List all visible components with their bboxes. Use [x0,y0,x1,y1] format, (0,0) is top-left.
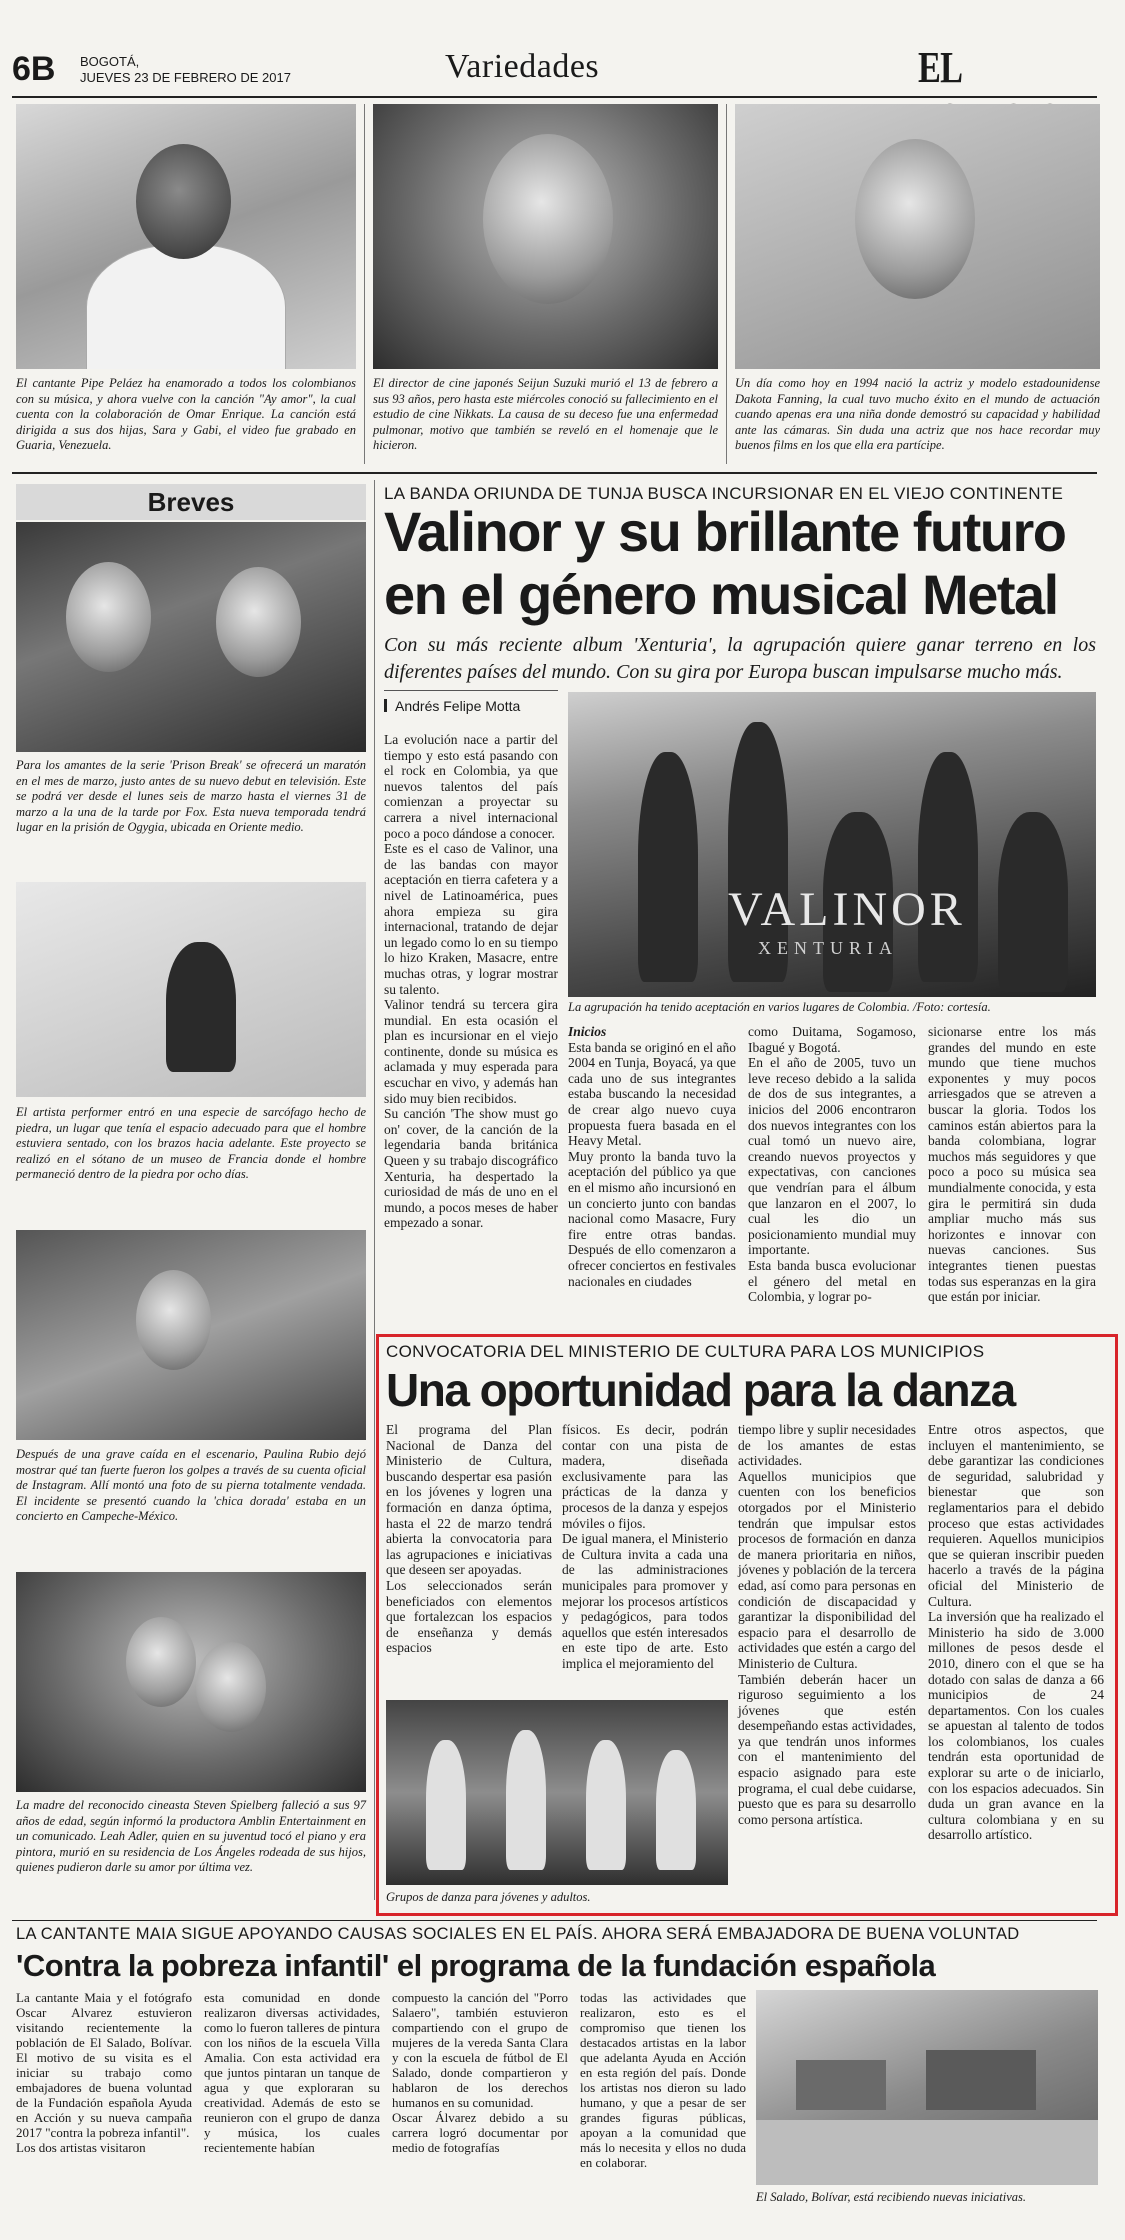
valinor-logo: VALINOR [728,883,966,936]
valinor-byline-name: Andrés Felipe Motta [395,698,521,714]
photo-figure [638,752,698,982]
column-divider [364,104,365,464]
photo-figure [426,1740,466,1870]
breves-title: Breves [16,484,366,520]
dateline-city: BOGOTÁ, [80,54,140,69]
photo-paulina-rubio [16,1230,366,1440]
caption-paulina-rubio: Después de una grave caída en el escenario, Paulina Rubio dejó mostrar qué tan fuerte fueron los golpes a través de su cuenta oficial de Instagram. Allí montó una foto de su pierna totalmente vendada. El incidente se presentó cuando la 'chica dorada' estaba en un concierto en Campeche-México. [16,1447,366,1523]
photo-pipe-pelaez [16,104,356,369]
byline-marker [384,699,387,712]
valinor-deck: Con su más reciente album 'Xenturia', la agrupación quiere ganar terreno en los diferentes países del mundo. Con su gira por Europa buscan impulsarse mucho más. [384,634,1096,683]
danza-kicker: CONVOCATORIA DEL MINISTERIO DE CULTURA PARA LOS MUNICIPIOS [386,1342,985,1361]
valinor-logo-sub: XENTURIA [758,938,898,958]
caption-valinor-band: La agrupación ha tenido aceptación en varios lugares de Colombia. /Foto: cortesía. [568,1000,991,1014]
masthead-logo: EL [918,43,961,92]
maia-body-col4: todas las actividades que realizaron, esto es el compromiso que tienen los destacados artistas en la labor que adelanta Ayuda en Acción en esta región del país. Donde los artistas nos dieron su lado humano, y que a pesar de ser grandes figuras públicas, apoyan a la comunidad que más lo necesita y ellos no duda en colaborar. [580,1990,746,2170]
photo-face [136,144,231,259]
header-rule [12,96,1097,98]
danza-body-col1: El programa del Plan Nacional de Danza del Ministerio de Cultura, buscando despertar esa pasión en los jóvenes y logren una formación en danza óptima, hasta el 22 de marzo tendrá abierta la convocatoria para las agrupaciones e iniciativas que deseen ser apoyadas. Los seleccionados serán beneficiados con elementos que fortalezcan los espacios de enseñanza y demás espacios [386,1422,552,1656]
section-title: Variedades [445,48,600,85]
valinor-kicker: LA BANDA ORIUNDA DE TUNJA BUSCA INCURSIONAR EN EL VIEJO CONTINENTE [384,484,1064,503]
danza-body-col2: físicos. Es decir, podrán contar con una pista de madera, diseñada exclusivamente para las prácticas de la danza y procesos de la danza y espejos móviles o fijos. De igual manera, el Ministerio de Cultura invita a cada una de las administraciones municipales para promover y mejorar los procesos artísticos y pedagógicos, para todos aquellos que estén interesados en este tipo de arte. Esto implica el mejoramiento del [562,1422,728,1671]
dateline [80,54,291,86]
maia-body-col1: La cantante Maia y el fotógrafo Oscar Alvarez estuvieron visitando recientemente la población de El Salado, Bolívar. El motivo de su visita es el iniciar su trabajo como embajadores de buena voluntad de la Fundación española Ayuda en Acción y su nueva campaña 2017 "contra la pobreza infantil". Los dos artistas visitaron [16,1990,192,2155]
photo-figure [656,1750,696,1870]
dateline-date: JUEVES 23 DE FEBRERO DE 2017 [80,70,291,85]
valinor-headline-line1: Valinor y su brillante futuro [384,500,1066,563]
photo-house [926,2050,1036,2110]
caption-prison-break: Para los amantes de la serie 'Prison Break' se ofrecerá un maratón en el mes de marzo, justo antes de su nuevo debut en televisión. Este se podrá ver desde el lunes seis de marzo hasta el viernes 31 de marzo a la una de la tarde por Fox. Esta nueva temporada tendrá lugar en la prisión de Ogygia, ubicada en Oriente medio. [16,758,366,834]
photo-face [196,1642,266,1732]
photo-face [483,134,613,304]
photo-figure [998,812,1068,992]
maia-body-col2: esta comunidad en donde realizaron diversas actividades, como lo fueron talleres de pintura con los niños de la escuela Villa Amalia. Con esta actividad era que juntos pintaran un tanque de agua y que exploraran su creatividad. Además de esto se reunieron con el grupo de danza y música, los cuales recientemente habían [204,1990,380,2155]
caption-dancers: Grupos de danza para jóvenes y adultos. [386,1890,591,1904]
valinor-subhead-inicios: Inicios [568,1024,607,1039]
column-divider [726,104,727,464]
photo-figure [586,1740,626,1870]
maia-headline: 'Contra la pobreza infantil' el programa de la fundación española [16,1948,936,1983]
caption-sarcophagus-artist: El artista performer entró en una especie de sarcófago hecho de piedra, un lugar que tenía el espacio adecuado para que el hombre estuviera sentado, con los brazos hacia adelante. Este proyecto se realizó en el sótano de un museo de Francia donde el hombre permaneció dentro de la piedra por ocho días. [16,1105,366,1181]
photo-figure-shirt [86,244,286,369]
photo-sarcophagus-artist [16,882,366,1097]
caption-leah-adler: La madre del reconocido cineasta Steven Spielberg falleció a sus 97 años de edad, según informó la productora Amblin Entertainment en un comunicado. Leah Adler, quien en su juventud tocó el piano y era pintora, murió en su residencia de Los Ángeles rodeada de sus hijos, quienes pudieron darle su amor por última vez. [16,1798,366,1874]
valinor-byline [384,698,520,714]
photo-face [136,1270,211,1370]
valinor-headline-line2: en el género musical Metal [384,563,1058,626]
page-number: 6B [12,50,56,88]
photo-prison-break [16,522,366,752]
danza-body-col4: Entre otros aspectos, que incluyen el mantenimiento, se debe garantizar las condiciones de seguridad, salubridad y bienestar que son reglamentarios para el debido proceso que estas actividades requieren. Aquellos municipios que se quieran inscribir pueden hacerlo a través de la página oficial del Ministerio de Cultura. La inversión que ha realizado el Ministerio ha sido de 3.000 millones de pesos desde el 2010, dinero con el que se ha dotado con salas de danza a 66 municipios de 24 departamentos. Con los cuales se apuestan al talento de todos los colombianos, los cuales tendrán esta oportunidad de explorar su arte o de iniciarlo, con los espacios adecuados. Sin duda un gran avance en la cultura colombiana y en su desarrollo artístico. [928,1422,1104,1843]
maia-kicker: LA CANTANTE MAIA SIGUE APOYANDO CAUSAS SOCIALES EN EL PAÍS. AHORA SERÁ EMBAJADORA DE BUENA VOLUNTAD [16,1925,1020,1943]
photo-figure [918,752,978,982]
column-divider [374,480,375,1900]
danza-headline: Una oportunidad para la danza [386,1364,1015,1416]
valinor-body-col2-text: Esta banda se originó en el año 2004 en Tunja, Boyacá, ya que cada uno de sus integrantes estaba buscando la necesidad de crear algo nuevo cuya propuesta fuera basada en el Heavy Metal. Muy pronto la banda tuvo la aceptación del público ya que en el mismo año incursionó en un concierto junto con bandas nacional como Masacre, Fury fire entre otras bandas. Después de ello comenzaron a ofrecer conciertos en festivales nacionales en ciudades [568,1039,736,1289]
photo-leah-adler [16,1572,366,1792]
valinor-body-col3: como Duitama, Sogamoso, Ibagué y Bogotá. En el año de 2005, tuvo un leve receso debido a la salida de dos de sus integrantes, a inicios del 2006 encontraron dos nuevos integrantes con los cual tomó un nuevo aire, creando nuevos proyectos y expectativas, con canciones que vendrían para el álbum que lanzaron en el 2007, lo cual les dio un posicionamiento mundial muy importante. Esta banda busca evolucionar el género del metal en Colombia, y lograr po- [748,1024,916,1305]
caption-pipe-pelaez: El cantante Pipe Peláez ha enamorado a todos los colombianos con su música, y ahora vuelve con la canción "Ay amor", la cual cuenta con la colaboración de Omar Enrique. La canción está dirigida a sus dos hijas, Sara y Gabi, el video fue grabado en Guaria, Venezuela. [16,376,356,452]
photo-seijun-suzuki [373,104,718,369]
photo-dakota-fanning [735,104,1100,369]
photo-figure [506,1730,546,1870]
caption-seijun-suzuki: El director de cine japonés Seijun Suzuki murió el 13 de febrero a sus 93 años, pero hasta este miércoles conoció su fallecimiento en el estudio de cine Nikkats. La causa de su deceso fue una enfermedad pulmonar, motivo que también se reveló en el homenaje que le hicieron. [373,376,718,452]
photo-valinor-band [568,692,1096,997]
photo-face [855,139,975,299]
photo-house [796,2060,886,2110]
caption-dakota-fanning: Un día como hoy en 1994 nació la actriz y modelo estadounidense Dakota Fanning, la cual tuvo mucho éxito en el mundo de actuación cuando apenas era una niña donde demostró su capacidad y habilidad ante las cámaras. Sin duda una actriz que nos hace recordar muy buenos films en los que ella era partícipe. [735,376,1100,452]
photo-ground [756,2120,1098,2185]
photo-el-salado [756,1990,1098,2185]
danza-body-col3: tiempo libre y suplir necesidades de los amantes de estas actividades. Aquellos municipios que cuenten con los beneficios otorgados por el Ministerio tendrán que impulsar estos procesos de formación en danza de manera prioritaria en niños, jóvenes y población de la tercera edad, así como para personas en condición de discapacidad y garantizar la disponibilidad del espacio para el desarrollo de actividades que estén a cargo del Ministerio de Cultura. También deberán hacer un riguroso seguimiento a los jóvenes que estén desempeñando estas actividades, ya que tendrán unos informes con el mantenimiento del espacio asignado para este programa, el cual debe cuidarse, puesto que es para su desarrollo como persona artística. [738,1422,916,1827]
valinor-body-col4: sicionarse entre los más grandes del mundo en este mundo que tiene muchos exponentes y muy pocos arriesgados que se atreven a buscar la gloria. Todos los caminos están abiertos para la banda colombiana, lograr muchos más seguidores y que poco a poco su música sea mundialmente conocida, y esta gira le permitirá sin duda ampliar mucho más sus horizontes e innovar con nuevas canciones. Sus integrantes tienen puestas todas sus esperanzas en la gira que están por iniciar. [928,1024,1096,1305]
photo-figure [166,942,236,1072]
photo-dancers [386,1700,728,1885]
byline-rule [384,690,558,691]
section-rule [12,1920,1097,1921]
photo-face [126,1617,196,1707]
photo-face [216,567,301,677]
valinor-body-col2 [568,1024,736,1289]
maia-body-col3: compuesto la canción del "Porro Salaero", también estuvieron compartiendo con el grupo de mujeres de la vereda Santa Clara y con la escuela de fútbol de El Salado, donde compartieron y hablaron de los derechos humanos en su comunidad. Oscar Álvarez debido a su carrera logró documentar por medio de fotografías [392,1990,568,2155]
photo-face [66,562,151,672]
caption-el-salado: El Salado, Bolívar, está recibiendo nuevas iniciativas. [756,2190,1026,2204]
section-rule [12,472,1097,474]
valinor-body-col1: La evolución nace a partir del tiempo y esto está pasando con el rock en Colombia, ya que nuevos talentos del país comienzan a proyectar su carrera a nivel internacional poco a poco dándose a conocer. Este es el caso de Valinor, una de las bandas con mayor aceptación en tierra cafetera y a nivel de Latinoamérica, pues ahora empieza su gira internacional, tratando de dejar un legado como lo en su tiempo lo hizo Kraken, Masacre, entre muchas otras, y lograr mostrar su talento. Valinor tendrá su tercera gira mundial. En esta ocasión el plan es incursionar en el viejo continente, donde su música es aclamada y muy esperada para escuchar en vivo, y además han sido muy bien recibidos. Su canción 'The show must go on' cover, de la canción de la legendaria banda británica Queen y su trabajo discográfico Xenturia, ha despertado la curiosidad de más de uno en el mundo, a pocos meses de haber empezado a sonar. [384,732,558,1231]
